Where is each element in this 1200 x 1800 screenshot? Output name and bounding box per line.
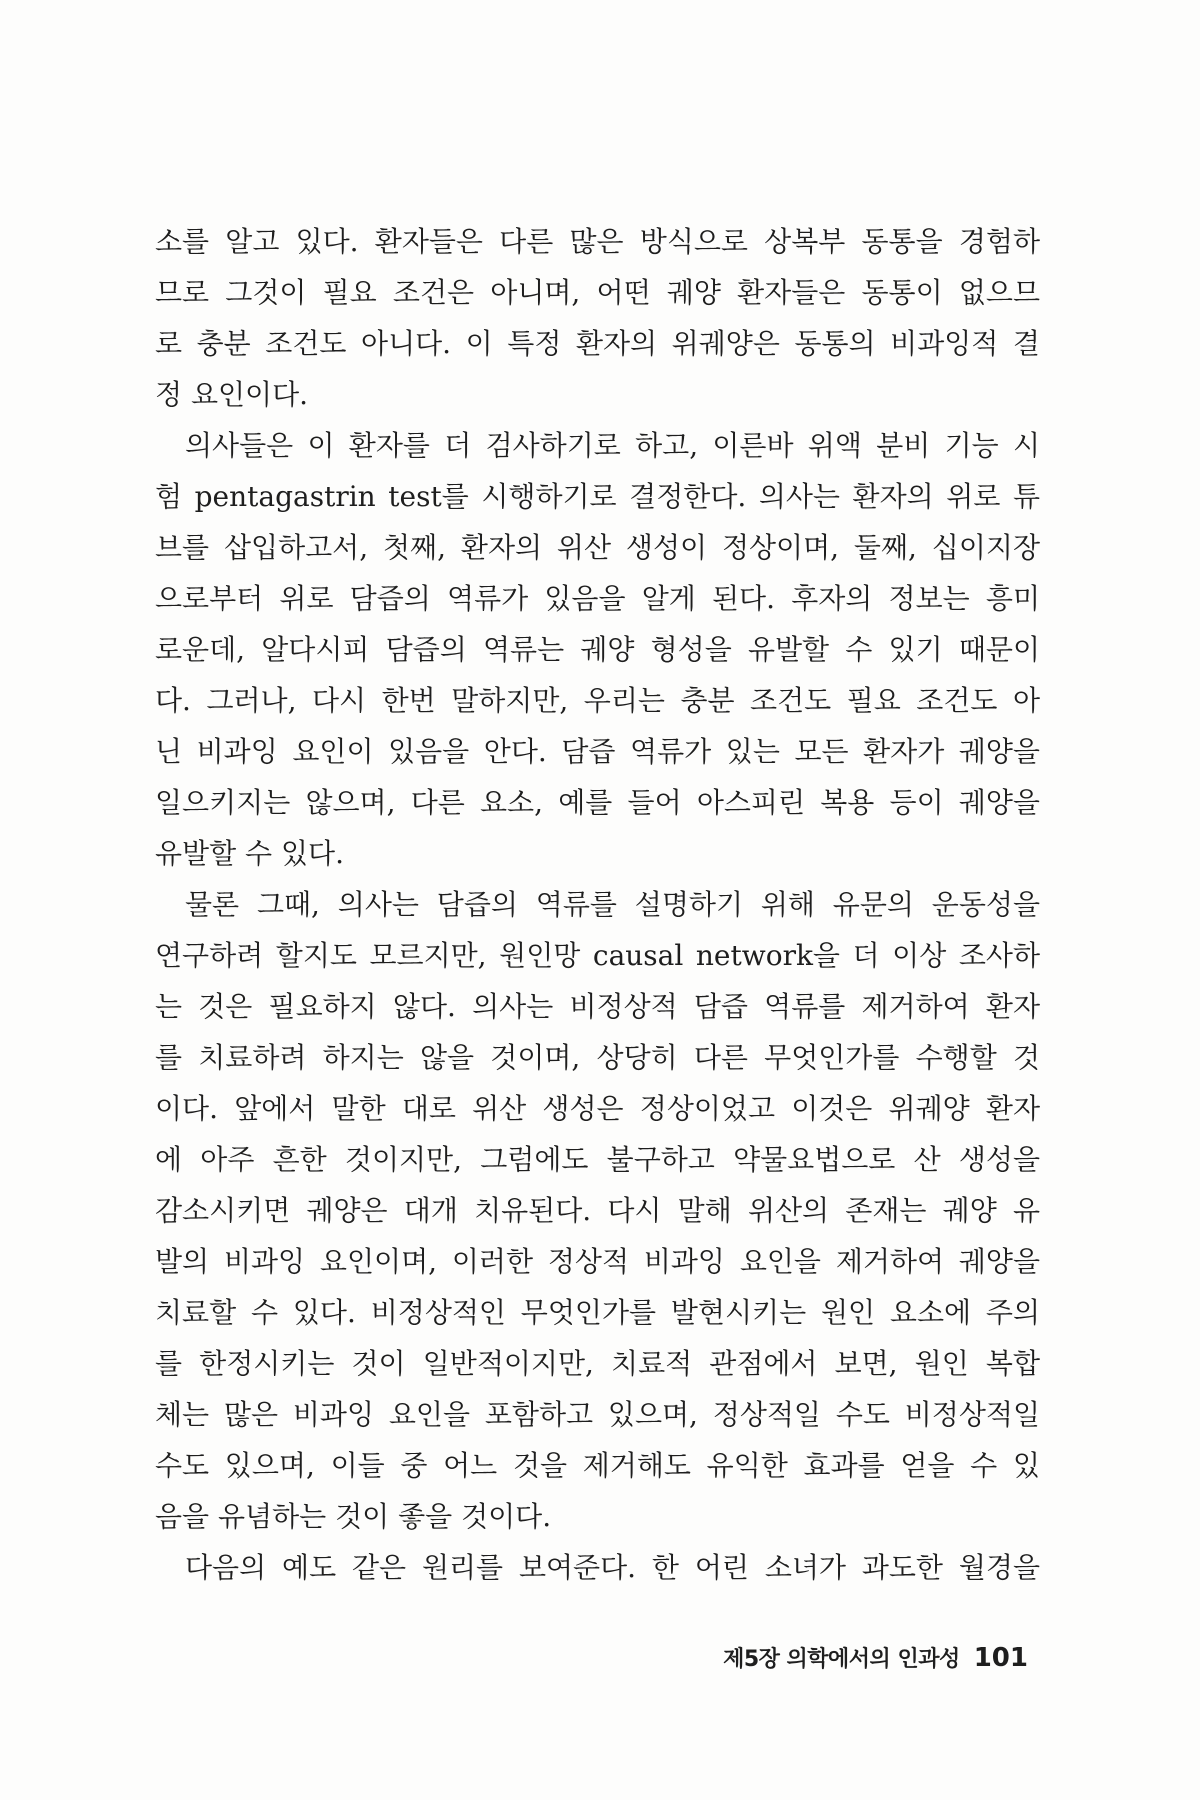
text-line: 정 요인이다. [155, 378, 309, 411]
paragraph-2 [155, 420, 1040, 879]
paragraph-1 [155, 216, 1040, 420]
text-line: 체는 많은 비과잉 요인을 포함하고 있으며, 정상적일 수도 비정상적일 [155, 1398, 1040, 1431]
text-line: 다. 그러나, 다시 한번 말하지만, 우리는 충분 조건도 필요 조건도 아 [155, 684, 1040, 717]
text-line: 로운데, 알다시피 담즙의 역류는 궤양 형성을 유발할 수 있기 때문이 [155, 633, 1040, 666]
text-line: 일으키지는 않으며, 다른 요소, 예를 들어 아스피린 복용 등이 궤양을 [155, 786, 1040, 819]
text-line: 수도 있으며, 이들 중 어느 것을 제거해도 유익한 효과를 얻을 수 있 [155, 1449, 1040, 1482]
page-footer [723, 1640, 1028, 1676]
text-line: 로 충분 조건도 아니다. 이 특정 환자의 위궤양은 동통의 비과잉적 결 [155, 327, 1040, 360]
text-line: 의사들은 이 환자를 더 검사하기로 하고, 이른바 위액 분비 기능 시 [185, 429, 1040, 462]
text-line: 므로 그것이 필요 조건은 아니며, 어떤 궤양 환자들은 동통이 없으므 [155, 276, 1040, 309]
text-line: 다음의 예도 같은 원리를 보여준다. 한 어린 소녀가 과도한 월경을 [185, 1551, 1040, 1584]
text-line: 브를 삽입하고서, 첫째, 환자의 위산 생성이 정상이며, 둘째, 십이지장 [155, 531, 1040, 564]
text-line: 으로부터 위로 담즙의 역류가 있음을 알게 된다. 후자의 정보는 흥미 [155, 582, 1040, 615]
paragraph-4 [155, 1542, 1040, 1593]
body-text [155, 216, 1040, 1593]
text-line: 에 아주 흔한 것이지만, 그럼에도 불구하고 약물요법으로 산 생성을 [155, 1143, 1040, 1176]
text-line: 를 한정시키는 것이 일반적이지만, 치료적 관점에서 보면, 원인 복합 [155, 1347, 1040, 1380]
running-head: 제5장 의학에서의 인과성 [723, 1647, 960, 1672]
text-line: 감소시키면 궤양은 대개 치유된다. 다시 말해 위산의 존재는 궤양 유 [155, 1194, 1040, 1227]
text-line: 를 치료하려 하지는 않을 것이며, 상당히 다른 무엇인가를 수행할 것 [155, 1041, 1040, 1074]
text-line: 발의 비과잉 요인이며, 이러한 정상적 비과잉 요인을 제거하여 궤양을 [155, 1245, 1040, 1278]
text-line: 유발할 수 있다. [155, 837, 344, 870]
text-line: 치료할 수 있다. 비정상적인 무엇인가를 발현시키는 원인 요소에 주의 [155, 1296, 1040, 1329]
text-line: 험 pentagastrin test를 시행하기로 결정한다. 의사는 환자의 위로 튜 [155, 480, 1040, 513]
text-line: 음을 유념하는 것이 좋을 것이다. [155, 1500, 552, 1533]
paragraph-3 [155, 879, 1040, 1542]
text-line: 닌 비과잉 요인이 있음을 안다. 담즙 역류가 있는 모든 환자가 궤양을 [155, 735, 1040, 768]
page-number: 101 [973, 1643, 1028, 1673]
text-line: 이다. 앞에서 말한 대로 위산 생성은 정상이었고 이것은 위궤양 환자 [155, 1092, 1040, 1125]
text-line: 는 것은 필요하지 않다. 의사는 비정상적 담즙 역류를 제거하여 환자 [155, 990, 1040, 1023]
text-line: 소를 알고 있다. 환자들은 다른 많은 방식으로 상복부 동통을 경험하 [155, 225, 1040, 258]
text-line: 연구하려 할지도 모르지만, 원인망 causal network을 더 이상 조사하 [155, 939, 1040, 972]
text-line: 물론 그때, 의사는 담즙의 역류를 설명하기 위해 유문의 운동성을 [185, 888, 1040, 921]
